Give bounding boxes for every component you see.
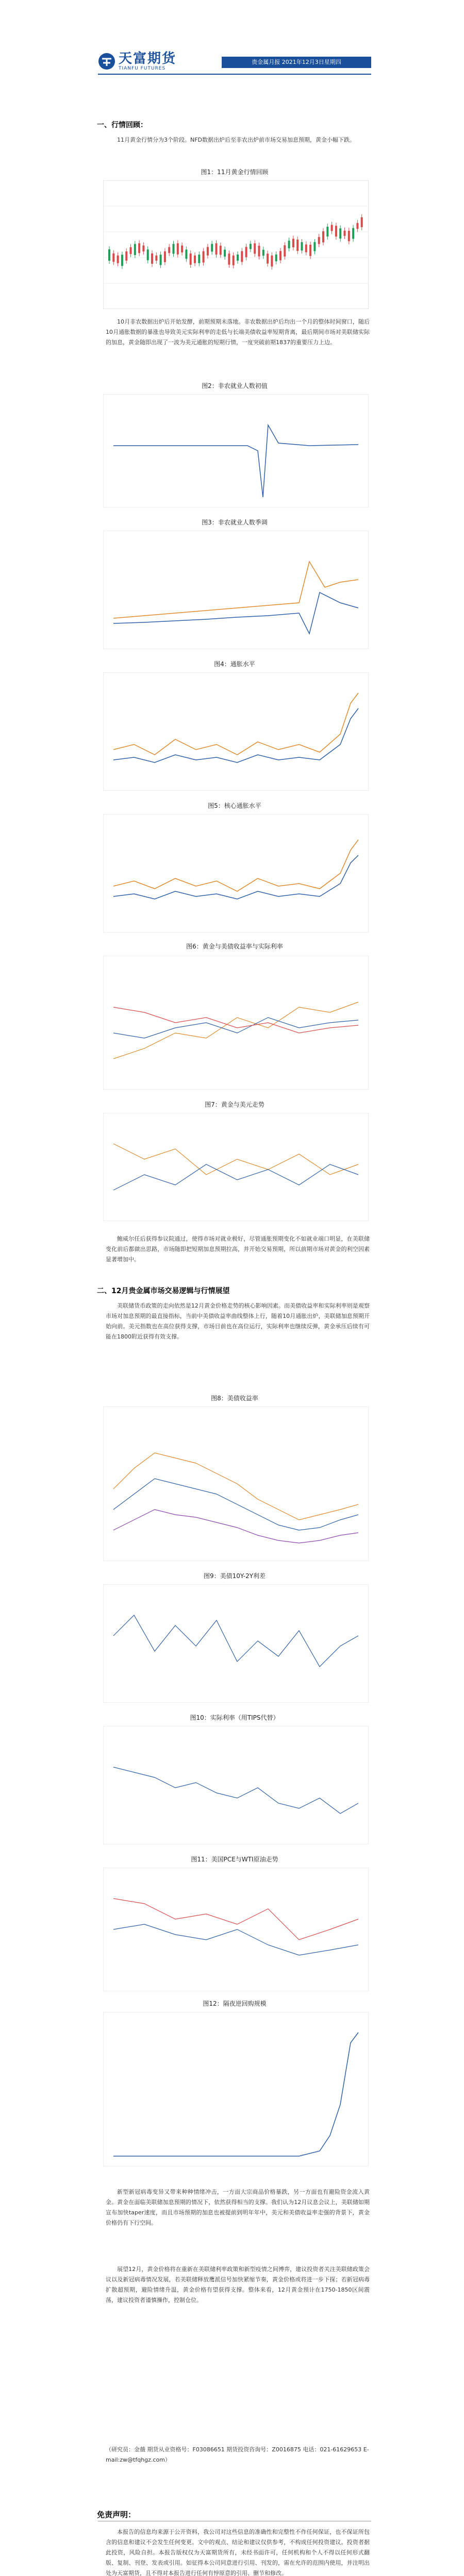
candle-body bbox=[160, 255, 162, 265]
candle-body bbox=[296, 240, 299, 251]
intro-paragraph: 11月黄金行情分为3个阶段。NFD数据出炉后至非农出炉前市场交易加息预期，黄金小幅下跌。 bbox=[117, 137, 356, 143]
candle-body bbox=[181, 246, 183, 252]
figure-1-chart bbox=[103, 180, 369, 309]
figure-12-chart bbox=[103, 2012, 369, 2166]
candle-body bbox=[134, 244, 136, 256]
candle-body bbox=[331, 225, 333, 231]
figure-9-chart bbox=[103, 1584, 369, 1703]
paragraph-5: 展望12月，黄金价格将在重新在美联储利率政策和新型疫情之间博弈，建议投资者关注美联储政策会议以及新冠病毒情况发展，若美联储释放鹰派信号加快紧缩节奏，黄金价格或将进一步下探；若新冠病毒扩散超预期，避险情绪升温，黄金价格有望获得支撑。整体来看，12月黄金预计在1750-1850区间震荡，建议投资者谨慎操作，控制仓位。 bbox=[106, 2266, 370, 2303]
candle-body bbox=[233, 256, 235, 265]
figure-5-caption: 图5：核心通胀水平 bbox=[208, 802, 261, 809]
candle-body bbox=[164, 251, 166, 262]
candle-body bbox=[155, 256, 157, 261]
candle-body bbox=[138, 243, 140, 253]
candle-body bbox=[173, 244, 175, 253]
report-header bbox=[0, 0, 464, 77]
paragraph-1: 10月非农数据出炉后开始发酵，前期预期未落地。非农数据出炉后均出一个月的整体时间窗口，随后10月通胀数据的暴涨也导致美元实际利率的走低与长端美债收益率短期背离，最后期间市场对美联储实际的加息，黄金随即出现了一波为美元通胀的短期行情，一度突破前期1837的重要压力上边。 bbox=[106, 318, 370, 346]
figure-2-caption: 图2：非农就业人数初值 bbox=[202, 382, 268, 389]
logo-cn-text: 天富期货 bbox=[119, 51, 177, 66]
candle-body bbox=[185, 249, 187, 259]
paragraph-2: 鲍威尔任后获得参议院通过，使得市场对就业极好，尽管通胀预期变化不如就业端口明显，在美联储变化前后都做出思路，市场随即把短期加息预期拉高，并开始交易预期，所以前期市场对黄金的利空因素显著增加中。 bbox=[106, 1235, 370, 1263]
candle-body bbox=[339, 228, 341, 239]
candle-body bbox=[344, 231, 346, 236]
figure-7-chart bbox=[103, 1113, 369, 1221]
candle-body bbox=[207, 247, 209, 255]
candle-body bbox=[117, 256, 119, 263]
company-logo bbox=[98, 52, 176, 71]
candle-body bbox=[237, 255, 239, 261]
figure-1-caption: 图1：11月黄金行情回顾 bbox=[201, 168, 269, 176]
candle-body bbox=[275, 255, 277, 261]
candle-body bbox=[125, 251, 127, 261]
figure-3-chart bbox=[103, 531, 369, 649]
disclaimer-title: 免责声明： bbox=[97, 2510, 136, 2519]
figure-10-chart bbox=[103, 1726, 369, 1844]
candle-body bbox=[322, 231, 324, 243]
paragraph-3: 美联储货币政策的走向依然是12月黄金价格走势的核心影响因素。而美债收益率和实际利率则是观察市场对加息预期的最直接指标，当前中美债收益率曲线整体上行，随着10月通胀出炉，美联储加息预期开始向前。美元指数也在高位获得支撑，市场目前也在高位运行，实际利率也继续反弹，黄金承压后续有可能在1800附近获得有效支撑。 bbox=[106, 1302, 370, 1340]
report-banner: 贵金属月报 2021年12月3日星期四 bbox=[222, 57, 371, 68]
figure-4-caption: 图4：通胀水平 bbox=[214, 660, 255, 668]
candle-body bbox=[108, 249, 110, 261]
candle-body bbox=[211, 244, 213, 251]
author-info: （研究员：金薇 期货从业资格号：F03086651 期货投资咨询号：Z0016875 电话：021-61629653 E-mail:zw@tfqhgz.com） bbox=[106, 2446, 369, 2463]
figure-7-caption: 图7：黄金与美元走势 bbox=[205, 1101, 264, 1108]
section-1-title: 一、行情回顾： bbox=[97, 121, 147, 129]
candle-body bbox=[220, 246, 222, 255]
disclaimer-text: 本报告的信息均来源于公开资料，我公司对这些信息的准确性和完整性不作任何保证，也不保证所包含的信息和建议不会发生任何变更。文中的观点、结论和建议仅供参考，不构成任何投资建议。投资者据此投资，风险自担。本报告版权仅为天富期货所有，未经书面许可，任何机构和个人不得以任何形式翻版、复制、刊登、发表或引用。如征得本公司同意进行引用、刊发的，需在允许的范围内使用，并注明出处为天富期货，且不得对本报告进行任何有悖原意的引用、删节和修改。 bbox=[106, 2529, 370, 2576]
candle-body bbox=[309, 245, 311, 256]
candle-body bbox=[198, 255, 200, 263]
figure-4-chart bbox=[103, 672, 369, 791]
candle-body bbox=[352, 228, 354, 239]
candle-body bbox=[147, 249, 149, 260]
figure-12-caption: 图12：隔夜逆回购规模 bbox=[203, 2000, 267, 2007]
candle-body bbox=[356, 223, 358, 229]
candle-body bbox=[262, 250, 264, 256]
candle-body bbox=[318, 237, 320, 244]
candle-body bbox=[348, 231, 350, 241]
candle-body bbox=[216, 243, 218, 255]
candle-body bbox=[228, 253, 230, 265]
candle-body bbox=[313, 242, 316, 251]
candle-body bbox=[326, 227, 328, 236]
candle-body bbox=[284, 245, 286, 257]
candle-body bbox=[194, 256, 196, 263]
candle-body bbox=[168, 247, 170, 253]
candle-body bbox=[224, 250, 226, 257]
figure-3-caption: 图3：非农就业人数季调 bbox=[202, 519, 268, 526]
section-2-title: 二、12月贵金属市场交易逻辑与行情展望 bbox=[97, 1287, 230, 1295]
figure-11-caption: 图11：美国PCE与WTI原油走势 bbox=[191, 1856, 278, 1863]
candle-body bbox=[203, 251, 205, 263]
candle-body bbox=[130, 247, 132, 254]
candle-body bbox=[258, 246, 260, 257]
candle-body bbox=[271, 256, 273, 266]
figure-6-chart bbox=[103, 956, 369, 1090]
candle-body bbox=[121, 255, 123, 266]
candle-body bbox=[301, 242, 303, 250]
figure-10-caption: 图10：实际利率（用TIPS代替） bbox=[190, 1714, 279, 1721]
figure-11-chart bbox=[103, 1868, 369, 1991]
candle-body bbox=[292, 239, 294, 247]
candle-body bbox=[245, 247, 247, 257]
candle-body bbox=[305, 244, 307, 252]
logo-icon bbox=[98, 53, 115, 70]
candle-body bbox=[190, 253, 192, 265]
figure-5-chart bbox=[103, 814, 369, 933]
candle-body bbox=[254, 243, 256, 253]
candle-body bbox=[177, 243, 179, 254]
candle-body bbox=[241, 251, 243, 262]
header-divider bbox=[98, 74, 371, 75]
figure-2-chart bbox=[103, 394, 369, 507]
candle-body bbox=[335, 226, 337, 236]
logo-en-text: TIANFU FUTURES bbox=[119, 66, 166, 71]
candle-body bbox=[361, 217, 363, 227]
candle-body bbox=[142, 245, 144, 251]
candle-body bbox=[151, 253, 153, 264]
candle-body bbox=[112, 253, 114, 262]
candle-body bbox=[279, 251, 281, 260]
candle-body bbox=[267, 253, 269, 263]
figure-8-caption: 图8：美债收益率 bbox=[211, 1395, 258, 1402]
candle-body bbox=[250, 244, 252, 249]
paragraph-4: 新型新冠病毒变异又带来种种情绪冲击，一方面大宗商品价格暴跌，另一方面也有避险资金流入黄金。黄金在面临美联储加息预期的情况下，依然获得相当的支撑。我们认为12月议息会议上，美联储如期宣布加快taper速度，而且市场预期的加息也被提前到明年年中，美元和美债收益率走强的背景下，黄金价格仍有下行空间。 bbox=[106, 2189, 370, 2226]
figure-9-caption: 图9：美债10Y-2Y利差 bbox=[203, 1572, 266, 1580]
candle-body bbox=[288, 241, 290, 248]
figure-6-caption: 图6：黄金与美债收益率与实际利率 bbox=[186, 943, 283, 950]
figure-8-chart bbox=[103, 1406, 369, 1561]
